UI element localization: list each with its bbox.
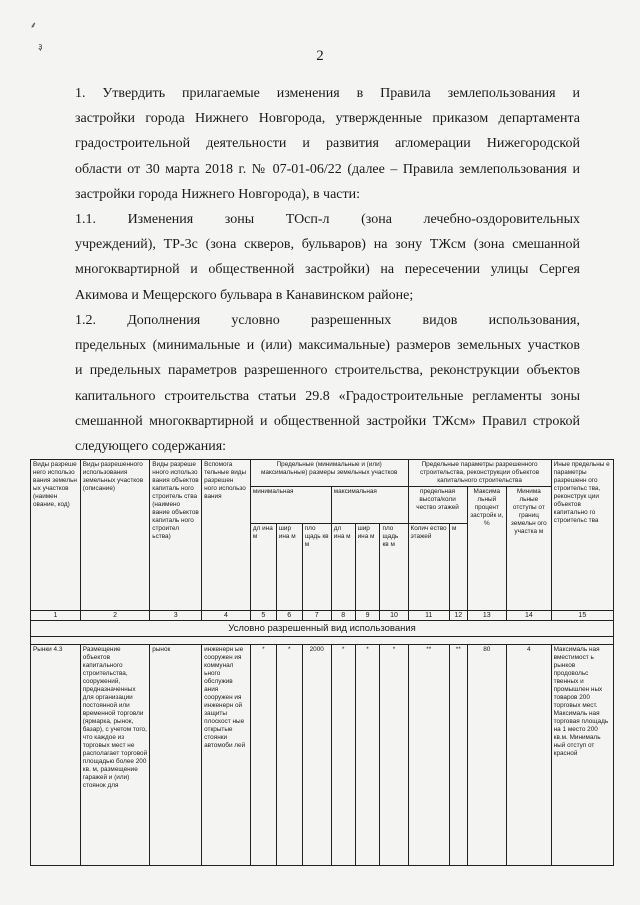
paragraph-line: учреждений), ТР-3с (зона скверов, бульваров) на зону ТЖсм (зона смешанной: [75, 237, 580, 253]
paragraph-line: и предельных параметров разрешенного строительства, реконструкции объектов: [75, 363, 580, 379]
table-cell: **: [449, 645, 467, 866]
column-number: 15: [551, 611, 613, 621]
spacer-row: [31, 637, 614, 645]
column-number: 5: [250, 611, 276, 621]
column-number: 14: [507, 611, 552, 621]
table-cell: инженерн ые сооружен ия коммунал ьного обслужив ания сооружен ия инженерн ой защиты плоскост ные открытые стоянки автомоби лей: [202, 645, 251, 866]
paragraph-line: капитального строительства статьи 29.8 «Градостроительные регламенты зоны: [75, 388, 580, 404]
header-cell: Колич ество этажей: [408, 524, 449, 611]
header-cell: Максима льный процент застройк и, %: [467, 487, 506, 611]
header-cell: Вспомога тельные виды разрешен ного использо вания: [202, 460, 251, 611]
column-number: 12: [449, 611, 467, 621]
paragraph-line: 1.2. Дополнения условно разрешенных видов использования,: [75, 313, 580, 328]
header-cell: Минима льные отступы от границ земельн ого участка м: [507, 487, 552, 611]
paragraph-line: следующего содержания:: [75, 438, 227, 454]
header-cell: м: [449, 524, 467, 611]
table-row: [31, 645, 614, 866]
page-number: 2: [316, 48, 324, 64]
table-cell: *: [250, 645, 276, 866]
regulations-table: [30, 459, 614, 866]
header-cell: Виды разреше нного использо вания объектов капиталь ного строитель ства (наимено вание объектов капиталь ного строител ьства): [150, 460, 202, 611]
paragraph-line: застройки города Нижнего Новгорода), в части:: [75, 186, 361, 202]
paragraph-line: градостроительной деятельности и развития агломерации Нижегородской: [75, 136, 580, 152]
table-header-row: [31, 460, 614, 487]
table-cell: *: [331, 645, 355, 866]
column-number: 4: [202, 611, 251, 621]
column-number: 3: [150, 611, 202, 621]
column-number: 7: [302, 611, 331, 621]
header-cell: Иные предельны е параметры разрешенн ого строительс тва, реконструк ции объектов капитально го строительс тва: [551, 460, 613, 611]
header-cell: шир ина м: [355, 524, 380, 611]
column-number: 13: [467, 611, 506, 621]
header-cell: предельная высота/коли чество этажей: [408, 487, 467, 524]
paragraph-1: [75, 81, 580, 207]
paragraph-line: 1.1. Изменения зоны ТОсп-л (зона лечебно-оздоровительных: [75, 212, 580, 227]
header-cell: пло щадь кв м: [380, 524, 408, 611]
table-cell: Рынки 4.3: [31, 645, 81, 866]
column-number-row: [31, 611, 614, 621]
table-cell: *: [355, 645, 380, 866]
header-cell: Виды разрешенного использования земельных участков (описание): [80, 460, 149, 611]
table-cell: 4: [507, 645, 552, 866]
paragraph-1-1: [75, 207, 580, 308]
paragraph-line: области от 30 марта 2018 г. № 07-01-06/22 (далее – Правила землепользования и: [75, 161, 580, 177]
margin-mark-side: ३: [38, 42, 43, 52]
column-number: 8: [331, 611, 355, 621]
table-cell: рынок: [150, 645, 202, 866]
section-title: Условно разрешенный вид использования: [31, 621, 614, 637]
column-number: 10: [380, 611, 408, 621]
header-cell: пло щадь кв м: [302, 524, 331, 611]
header-cell: Предельные (минимальные и (или) максимальные) размеры земельных участков: [250, 460, 408, 487]
column-number: 6: [276, 611, 302, 621]
column-number: 2: [80, 611, 149, 621]
header-cell: дл ина м: [331, 524, 355, 611]
paragraph-line: 1. Утвердить прилагаемые изменения в Правила землепользования и: [75, 86, 580, 101]
paragraph-line: предельных (минимальные и (или) максимальные) размеров земельных участков: [75, 338, 580, 354]
table-cell: Максималь ная вместимост ь рынков продовольс твенных и промышлен ных товаров 200 торговых мест. Максималь ная торговая площадь на 1 место 200 кв.м. Минималь ный отступ от красной: [551, 645, 613, 866]
header-cell: дл ина м: [250, 524, 276, 611]
column-number: 1: [31, 611, 81, 621]
column-number: 11: [408, 611, 449, 621]
column-number: 9: [355, 611, 380, 621]
header-cell: минимальная: [250, 487, 331, 524]
paragraph-line: смешанной многоквартирной и общественной застройки ТЖсм» Правил строкой: [75, 413, 580, 429]
header-cell: шир ина м: [276, 524, 302, 611]
table-cell: *: [276, 645, 302, 866]
section-row: [31, 621, 614, 637]
header-cell: Предельные параметры разрешенного строительства, реконструкции объектов капитального строительства: [408, 460, 551, 487]
table-cell: **: [408, 645, 449, 866]
paragraph-line: Акимова и Мещерского бульвара в Канавинском районе;: [75, 287, 414, 303]
margin-mark-top: ⸙: [30, 20, 37, 30]
header-cell: Виды разреше него использо вания земельн ых участков (наимен ование, код): [31, 460, 81, 611]
header-cell: максимальная: [331, 487, 408, 524]
table-cell: *: [380, 645, 408, 866]
paragraph-line: застройки города Нижнего Новгорода, утвержденные приказом департамента: [75, 111, 580, 127]
table-cell: 2000: [302, 645, 331, 866]
spacer-cell: [31, 637, 614, 645]
paragraph-1-2: [75, 308, 580, 459]
paragraph-line: многоквартирной и общественной застройки) на пересечении улицы Сергея: [75, 262, 580, 278]
table-cell: Размещение объектов капитального строительства, сооружений, предназначенных для организации постоянной или временной торговли (ярмарка, рынок, базар), с учетом того, что каждое из торговых мест не располагает торговой площадью более 200 кв. м, размещение гаражей и (или) стоянок для: [80, 645, 149, 866]
table-cell: 80: [467, 645, 506, 866]
